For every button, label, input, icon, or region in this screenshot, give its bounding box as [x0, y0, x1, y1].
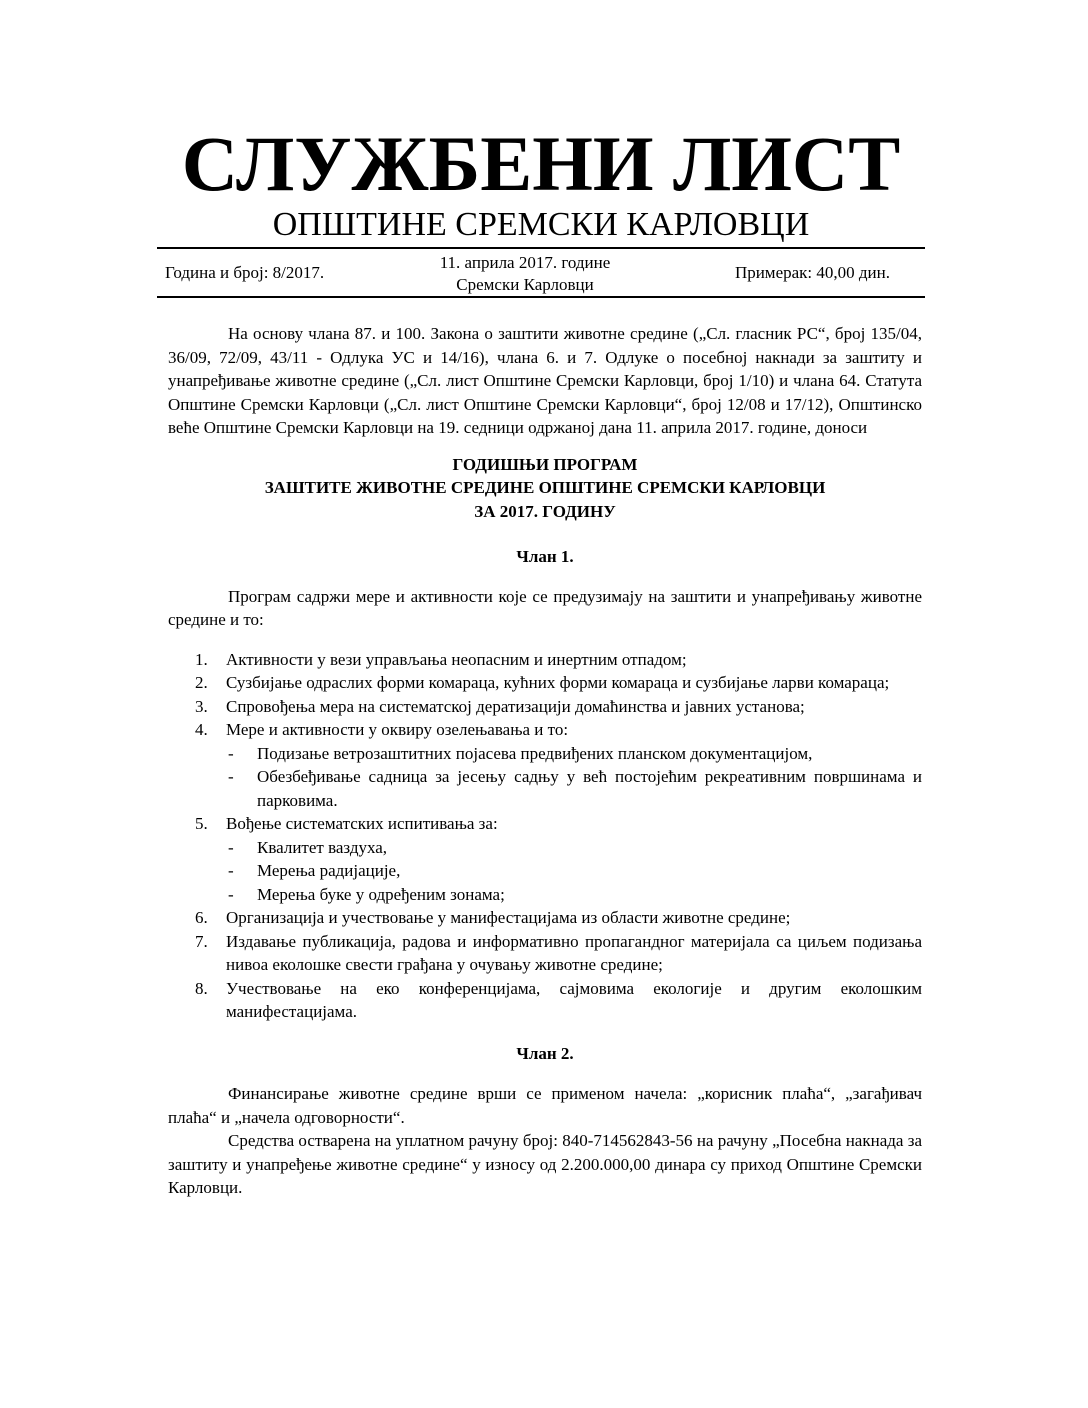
sub-list-item — [226, 742, 922, 766]
issue-date: 11. априла 2017. године — [439, 253, 611, 272]
masthead-top-rule — [157, 247, 925, 249]
list-item-text: Вођење систематских испитивања за: — [226, 814, 498, 833]
list-item — [168, 977, 922, 1024]
program-title-line: ГОДИШЊИ ПРОГРАМ — [452, 454, 638, 474]
sub-list-item-text: Квалитет ваздуха, — [257, 837, 388, 857]
list-item-text: Сузбијање одраслих форми комараца, кућних форми комараца и сузбијање ларви комараца; — [226, 673, 890, 692]
list-item-number: 4. — [195, 720, 208, 739]
issue-number: Година и број: 8/2017. — [165, 263, 325, 282]
preamble-paragraph: На основу члана 87. и 100. Закона о заштити животне средине („Сл. гласник РС“, број 135/04, 36/09, 72/09, 43/11 - Одлука УС и 14/16), члана 6. и 7. Одлуке о посебној накнади за заштиту и унапређивање животне средине („Сл. лист Општине Сремски Карловци, број 1/10) и члана 64. Статута Општине Сремски Карловци („Сл. лист Општине Сремски Карловци“, број 12/08 и 17/12), Општинско веће Општине Сремски Карловци на 19. седници одржаној дана 11. априла 2017. године, доноси — [168, 324, 922, 437]
document-body — [168, 322, 922, 1200]
list-item-number: 3. — [195, 696, 208, 716]
list-item-number: 6. — [195, 908, 208, 927]
sub-list — [226, 742, 922, 813]
list-item-number: 8. — [195, 978, 208, 998]
masthead-title: СЛУЖБЕНИ ЛИСТ — [181, 120, 901, 207]
list-item — [168, 930, 922, 977]
list-item-number: 5. — [195, 814, 208, 833]
list-item-text: Спровођења мера на систематској дератизацији домаћинства и јавних установа; — [226, 696, 805, 716]
list-item-text: Активности у вези управљања неопасним и инертним отпадом; — [226, 649, 687, 669]
measures-list — [168, 648, 922, 1024]
dash-bullet: - — [228, 861, 234, 880]
article-1-intro: Програм садржи мере и активности које се предузимају на заштити и унапређивању животне средине и то: — [168, 586, 922, 629]
dash-bullet: - — [228, 837, 234, 857]
list-item-text: Издавање публикација, радова и информативно пропагандног материјала са циљем подизања нивоа еколошке свести грађана у очувању животне средине; — [226, 931, 922, 974]
issue-date-place — [380, 252, 670, 296]
list-item — [168, 906, 922, 930]
sub-list-item — [226, 859, 922, 883]
list-item-number: 2. — [195, 673, 208, 692]
article-1-heading: Члан 1. — [516, 547, 574, 566]
dash-bullet: - — [228, 743, 234, 763]
sub-list-item-text: Мерења радијације, — [257, 861, 401, 880]
sub-list-item-text: Подизање ветрозаштитних појасева предвиђених планском документацијом, — [257, 743, 813, 763]
article-2-heading: Члан 2. — [516, 1043, 574, 1063]
sub-list — [226, 836, 922, 907]
list-item-number: 7. — [195, 931, 208, 951]
program-title-line: ЗАШТИТЕ ЖИВОТНЕ СРЕДИНЕ ОПШТИНЕ СРЕМСКИ КАРЛОВЦИ — [264, 478, 826, 497]
masthead-bottom-rule — [157, 296, 925, 298]
sub-list-item — [226, 836, 922, 860]
list-item — [168, 695, 922, 719]
list-item-number: 1. — [195, 649, 208, 669]
list-item — [168, 718, 922, 812]
article-2-paragraph-2: Средства остварена на уплатном рачуну број: 840-714562843-56 на рачуну „Посебна накнада за заштиту и унапређење животне средине“ у износу од 2.200.000,00 динара су приход Општине Сремски Карловци. — [168, 1131, 922, 1197]
program-title — [168, 453, 922, 524]
issue-price: Примерак: 40,00 дин. — [734, 263, 890, 282]
sub-list-item — [226, 883, 922, 907]
list-item-text: Организација и учествовање у манифестацијама из области животне средине; — [226, 908, 791, 927]
issue-place: Сремски Карловци — [456, 275, 594, 294]
list-item-text: Учествовање на еко конференцијама, сајмовима екологије и другим еколошким манифестацијама. — [226, 978, 922, 1021]
dash-bullet: - — [228, 884, 234, 904]
sub-list-item-text: Обезбеђивање садница за јесењу садњу у већ постојећим рекреативним површинама и парковима. — [257, 767, 922, 810]
program-title-line: ЗА 2017. ГОДИНУ — [474, 501, 616, 521]
list-item — [168, 671, 922, 695]
article-2-paragraph-1: Финансирање животне средине врши се применом начела: „корисник плаћа“, „загађивач плаћа“ и „начела одговорности“. — [168, 1084, 922, 1127]
sub-list-item-text: Мерења буке у одређеним зонама; — [257, 884, 505, 904]
list-item-text: Мере и активности у оквиру озелењавања и то: — [226, 720, 569, 739]
sub-list-item — [226, 765, 922, 812]
dash-bullet: - — [228, 767, 234, 786]
list-item — [168, 812, 922, 906]
masthead-subtitle: ОПШТИНЕ СРЕМСКИ КАРЛОВЦИ — [272, 206, 810, 243]
list-item — [168, 648, 922, 672]
